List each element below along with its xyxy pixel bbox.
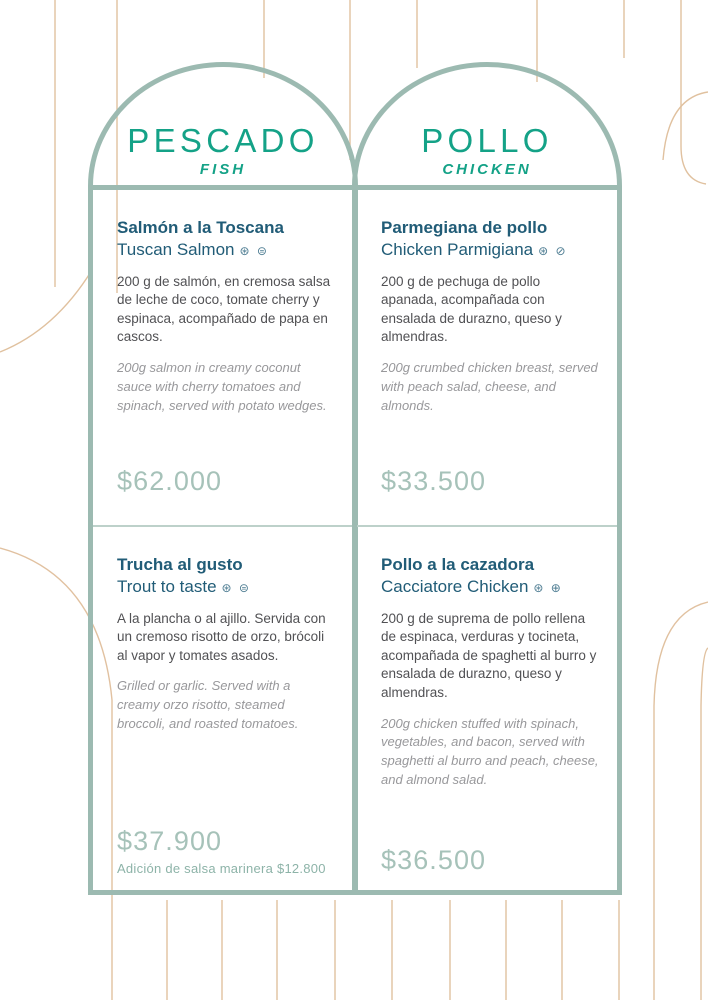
pollo-title: POLLO (421, 122, 553, 160)
dietary-icons: ⊛ ⊕ (533, 581, 563, 596)
item-description-es: 200 g de pechuga de pollo apanada, acompañada con ensalada de durazno, queso y almendras. (381, 273, 562, 345)
dietary-icons: ⊛ ⊜ (239, 244, 269, 259)
item-price: $37.900 (117, 826, 223, 856)
item-price: $36.500 (381, 845, 487, 875)
pescado-header (93, 67, 353, 190)
item-description-en: 200g chicken stuffed with spinach, vegetables, and bacon, served with spaghetti al burro and peach, cheese, and almond salad. (381, 715, 599, 788)
pollo-subtitle: CHICKEN (442, 161, 532, 178)
item-name-es: Parmegiana de pollo (381, 218, 548, 237)
item-name-en: Cacciatore Chicken ⊛ ⊕ (381, 577, 563, 597)
item-price: $33.500 (381, 466, 487, 496)
item-description-en: Grilled or garlic. Served with a creamy orzo risotto, steamed broccoli, and roasted tomatoes. (117, 678, 299, 732)
pescado-title: PESCADO (127, 122, 319, 160)
item-name-es: Pollo a la cazadora (381, 555, 535, 574)
item-description-es: 200 g de suprema de pollo rellena de espinaca, verduras y tocineta, acompañada de spaghetti al burro y ensalada de durazno, queso y almendras. (381, 610, 597, 700)
menu-item-cazadora (357, 527, 617, 890)
item-name-en: Tuscan Salmon ⊛ ⊜ (117, 240, 269, 260)
menu-item-parmegiana (357, 190, 617, 525)
menu-item-trucha (93, 527, 353, 890)
item-name-es: Trucha al gusto (117, 555, 243, 574)
item-price: $62.000 (117, 466, 223, 496)
item-addition-note: Adición de salsa marinera $12.800 (117, 861, 326, 876)
dietary-icons: ⊛ ⊜ (221, 581, 251, 596)
item-description-en: 200g crumbed chicken breast, served with peach salad, cheese, and almonds. (381, 360, 598, 413)
item-name-en: Chicken Parmigiana ⊛ ⊘ (381, 240, 568, 260)
pescado-panel (88, 62, 358, 895)
pescado-subtitle: FISH (199, 161, 247, 178)
item-description-es: 200 g de salmón, en cremosa salsa de leche de coco, tomate cherry y espinaca, acompañado de papa en cascos. (117, 273, 331, 345)
item-description-es: A la plancha o al ajillo. Servida con un cremoso risotto de orzo, brócoli al vapor y tomates asados. (117, 610, 326, 663)
item-name-en: Trout to taste ⊛ ⊜ (117, 577, 251, 597)
dietary-icons: ⊛ ⊘ (538, 244, 568, 259)
menu-item-salmon (93, 190, 353, 525)
item-description-en: 200g salmon in creamy coconut sauce with cherry tomatoes and spinach, served with potato wedges. (117, 360, 327, 413)
item-name-es: Salmón a la Toscana (117, 218, 284, 237)
pollo-header (357, 67, 617, 190)
pollo-panel (352, 62, 622, 895)
